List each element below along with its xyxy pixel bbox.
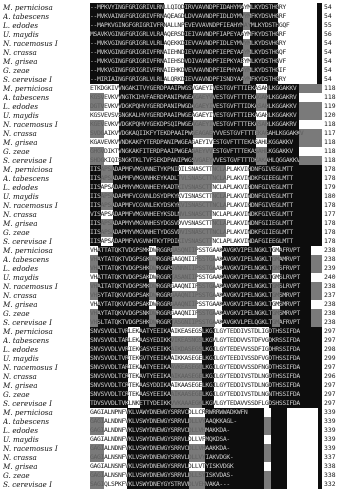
sequence-text: VHAYTATQKTVDGPSGKDWRGGRGAGQNIIPSSTGAAKAVGKVIPELNGKLTGMAMRVPT [90, 255, 300, 263]
alignment-row [0, 120, 360, 129]
residue-count: 118 [324, 84, 336, 92]
alignment-row [0, 471, 360, 480]
residue-count: 56 [324, 30, 332, 38]
sequence-text: GHGVDIKTVNGKAKFITERDPAAIPWGEAGAEYVVESTGVFTTTEKASAHLKGGAKKV [90, 147, 293, 155]
species-name: S. cerevisae I [3, 237, 52, 246]
alignment-row [0, 264, 360, 273]
species-name: U. maydis [3, 354, 39, 363]
alignment-row [0, 174, 360, 183]
alignment-row [0, 3, 360, 12]
sequence-text: SNVSVVDLTVRLEKAATYEEIKAAIKEASEGSLKGILGYTEDDIVSTDLIGDTHSSIFDA [90, 327, 300, 335]
species-name: M. perniciosa [3, 246, 53, 255]
alignment-row [0, 75, 360, 84]
alignment-row [0, 408, 360, 417]
sequence-text: VHSLTATQKTVDGPSHKDWRGGRTASGNIIPSSTGAAKAVGKVLPELQGKLTGMAFRVPT [90, 318, 300, 326]
alignment-row [0, 345, 360, 354]
species-name: M. perniciosa [3, 408, 53, 417]
alignment-block [0, 3, 360, 84]
residue-count: 240 [324, 273, 336, 281]
residue-count: 238 [324, 300, 336, 308]
residue-count: 120 [324, 111, 336, 119]
species-name: M. perniciosa [3, 3, 53, 12]
residue-count: 54 [324, 48, 332, 56]
sequence-text: --MIRIAINGFGRIGRLVLRLALQRKDIEVVAVNDPFISNDYAAYMFKYDSTHGRY [90, 75, 286, 83]
species-name: G. zeae [3, 471, 30, 480]
sequence-text: KGSVEVKVVNGTKIHVFAERDPANIPWGEAGAEYVVESTGVFTTTEKAGAHLKGGAKRV [90, 93, 297, 101]
alignment-row [0, 147, 360, 156]
species-name: M. grisea [3, 57, 38, 66]
alignment-block [0, 327, 360, 408]
sequence-text: GAGIALNDNFVKLVSWYDNEWGYSRRVLDLLVFMQKDSA- [90, 435, 230, 443]
sequence-text: SNVSVVDLTARIEKAATYEEIKAAVKEASEGGLKGILGYTEDDVVSSDFNGDTHSSIFDA [90, 363, 300, 371]
residue-count: 178 [324, 165, 336, 173]
sequence-text: VHAITATQKTVDGPSMKDWRGGRGAAQNIIPSSTGAAKAVGKVIPELNGKLTGMSLRVPT [90, 282, 300, 290]
species-name: L. edodes [3, 264, 39, 273]
alignment-block [0, 84, 360, 165]
alignment-row [0, 426, 360, 435]
alignment-row [0, 435, 360, 444]
sequence-text: SNVSVVDLTCRTEKAASYEEIKAAIKAASEGELKGILGYTEDDIVSTDLNGNTHSSIFDA [90, 390, 300, 398]
sequence-text: IISAPSADAPMYVMGVNHETYDGSVDVISNASCTTNCLAPLAKVINDKFGIIEGLMTT [90, 228, 293, 236]
species-name: A. tabescens [3, 417, 50, 426]
sequence-text: GAGIALNDNFVKLVSWYDNEWGYSRRVCDLLVHAAKKDA- [90, 444, 230, 452]
sequence-text: GAGIALNSNFVKLVSWYDNEWGYSRRVLDLLSYISKVDAS- [90, 471, 234, 479]
species-name: S. cerevisae I [3, 156, 52, 165]
residue-count: 118 [324, 156, 336, 164]
sequence-text: GAGIALNDNFVKLVSWYDNEWGYSRRVCDLLVHMAKKDA- [90, 426, 230, 434]
residue-count: 238 [324, 246, 336, 254]
alignment-row [0, 84, 360, 93]
residue-count: 338 [324, 462, 336, 470]
alignment-row [0, 363, 360, 372]
species-name: N. crassa [3, 453, 37, 462]
sequence-text: --MAPKVGINGFGRIGRIVFRNALLNPEVEVVAVNDPFIEAHYMAYMLKYDSTHGQF [90, 21, 290, 29]
alignment-row [0, 111, 360, 120]
species-name: U. maydis [3, 435, 39, 444]
residue-count: 238 [324, 309, 336, 317]
residue-count: 55 [324, 21, 332, 29]
sequence-text: --MVKVGINGFGRIGRIVFRNAIEHSDVDIVAVNDPFIEPKYAEYMLKYDSTHGVF [90, 57, 286, 65]
sequence-text: SAGIQLSPKFVKLVSWYDNEYGYSTRVVDLVEHVAKA--- [90, 480, 230, 488]
species-name: N. crassa [3, 210, 37, 219]
species-name: A. tabescens [3, 93, 50, 102]
residue-count: 177 [324, 210, 336, 218]
sequence-text: ETKDGKIVVNGAKITVYGERDPAAIPWGSVGAEYIVESTGVFTTIEKASAHLKGGAKKV [90, 84, 297, 92]
alignment-row [0, 246, 360, 255]
species-name: G. zeae [3, 309, 30, 318]
species-name: N. racemosus I [3, 201, 58, 210]
residue-count: 178 [324, 201, 336, 209]
residue-count: 54 [324, 12, 332, 20]
residue-count: 297 [324, 399, 336, 407]
species-name: M. grisea [3, 300, 38, 309]
sequence-text: GAGIALNPNFVKLVAWYDNEWGYSRRVCDLLCRRWRRWWADKWFN [90, 408, 248, 416]
residue-count: 332 [324, 480, 336, 488]
residue-count: 178 [324, 228, 336, 236]
species-name: S. cerevisae I [3, 75, 52, 84]
species-name: L. edodes [3, 345, 39, 354]
residue-count: 339 [324, 435, 336, 443]
sequence-text: KGAVEVKVVNDKAKFYTERDPANIPWGEAGAEYIVESTGVFTTTEKASAHLKGGAKKV [90, 138, 293, 146]
species-name: N. racemosus I [3, 282, 58, 291]
sequence-text: SHDGKIQISNGKTKLTVFSEKDPANIPWGSVGAEYVVESTGVFTTTDKAKAHLQGGAKKV [90, 156, 300, 164]
residue-count: 297 [324, 390, 336, 398]
alignment-row [0, 417, 360, 426]
residue-count: 297 [324, 327, 336, 335]
sequence-text: VISAPSADAPMFVMGVNHEEYKSDLNVLSNASCTTNCLAPLAKVINDKFGIVEGLMTT [90, 210, 293, 218]
species-name: N. crassa [3, 48, 37, 57]
alignment-row [0, 327, 360, 336]
alignment-row [0, 336, 360, 345]
alignment-row [0, 309, 360, 318]
residue-count: 118 [324, 138, 336, 146]
species-name: M. perniciosa [3, 84, 53, 93]
residue-count: 180 [324, 192, 336, 200]
residue-count: 54 [324, 57, 332, 65]
sequence-text: IISAPSADAPMFVCGVNLDSYDPKYKVISNASCTTNCLAPLAKVINDNFGIVEGLMTT [90, 192, 293, 200]
species-name: L. edodes [3, 102, 39, 111]
alignment-row [0, 201, 360, 210]
residue-count: 179 [324, 183, 336, 191]
sequence-text: MSAVKVGINGFGRIGRLVLRAAQERSDIEIVAVNDPFIAPEYAAYMFKYDSTHGRF [90, 30, 286, 38]
alignment-row [0, 57, 360, 66]
alignment-row [0, 165, 360, 174]
species-name: N. racemosus I [3, 363, 58, 372]
sequence-text: IISAPSADAPMFVMGVNHKEYKADLTVLSNASCTTNCLAPLAKVINDKFGIEEGLMTT [90, 174, 293, 182]
residue-count: 339 [324, 426, 336, 434]
residue-count: 54 [324, 3, 332, 11]
sequence-text: VHATTATQKTVDGPSMKDWRGGRGASQNIIPSSTGAAKAVGKVIPELNGKLTGMAFRVPT [90, 246, 300, 254]
alignment-row [0, 183, 360, 192]
residue-count: 54 [324, 75, 332, 83]
sequence-text: TDVSVVDLTVKLNKETTYDEIKKVVKAAAEGKLKGVLGYTEDAVVSSDFLGDSHSSIFDA [90, 399, 300, 407]
sequence-text: VHSYTATQKVVDGPSAKDWRGGRGAAQNIIPSSTGAAKAVGKVIPELNGKLTGMSMRVPT [90, 291, 300, 299]
residue-count: 178 [324, 174, 336, 182]
sequence-text: --MPKVYINGFGRIGRIVLRNLLQIQDIRVVAVNDPFIDAHYMAYMLKYDSTHGRY [90, 3, 286, 11]
species-name: U. maydis [3, 192, 39, 201]
sequence-text: GAGIALNSNFVKLVSWYDNEWGYSRRVLDLLVTYISKVDGK [90, 462, 234, 470]
species-name: S. cerevisae I [3, 480, 52, 489]
sequence-text: GAGIALNSNFVKLVSWYDNEWGYSRRVLDLLVYIAKVDGK- [90, 453, 234, 461]
species-name: G. zeae [3, 66, 30, 75]
sequence-text: --MVKVGINGFGRIGRIVFRNAIEHNDIEVVAVNDPFIEPEYAAYMLKYDSTHGQF [90, 48, 286, 56]
residue-count: 297 [324, 336, 336, 344]
alignment-row [0, 219, 360, 228]
species-name: L. edodes [3, 426, 39, 435]
sequence-text: SNVSVVDLVVRIEKGASYEEIKKAIKDASEGSLKGILGYTEDEVVSSDFIGDHRSSIFDA [90, 345, 300, 353]
alignment-row [0, 399, 360, 408]
sequence-text: VHATTATQKTVDGPSHKDWRGGRSVNNNIIPSSTGAAKAVGKVIPELNGKLTGMSFRVPT [90, 264, 300, 272]
alignment-row [0, 354, 360, 363]
species-name: N. crassa [3, 372, 37, 381]
residue-count: 297 [324, 381, 336, 389]
alignment-block [0, 246, 360, 327]
residue-count: 297 [324, 363, 336, 371]
alignment-row [0, 39, 360, 48]
sequence-text: --MVKVAINGFGRIGRIVFRNAQEAGDLDVVAVNDPFIDLDYMVYMFKYDSVHGRF [90, 12, 286, 20]
species-name: A. tabescens [3, 12, 50, 21]
species-name: M. grisea [3, 138, 38, 147]
species-name: A. tabescens [3, 255, 50, 264]
species-name: S. cerevisae I [3, 318, 52, 327]
sequence-text: KGEVEVKVVDGKPQHVYGEKDPSQIPWGEAGAEYIVESTGVFTTTEKASAHLKGGAKRV [90, 120, 297, 128]
sequence-text: KGSVEVSVSNGKALHVYGERDPAAIPWGEAGAEYIVESTGVFTTIEKAGAHLKGGAKKV [90, 111, 297, 119]
alignment-row [0, 48, 360, 57]
alignment-row [0, 462, 360, 471]
alignment-row [0, 12, 360, 21]
alignment-block [0, 408, 360, 489]
residue-count: 119 [324, 102, 336, 110]
species-name: G. zeae [3, 147, 30, 156]
species-name: S. cerevisae I [3, 399, 52, 408]
species-name: U. maydis [3, 111, 39, 120]
residue-count: 237 [324, 291, 336, 299]
sequence-text: IISAPSADAPMYVMGVNHESYDGSVDVVSNASCTTNCLAPLAKVINDNFGIIEGLMTT [90, 219, 293, 227]
species-name: N. crassa [3, 129, 37, 138]
sequence-text: VHAYTATQKVVDGPSNKDWRGGRGAAQNIIPSSTGAAKAVGKVIPELNGKLTGMSMRVPT [90, 309, 300, 317]
residue-count: 118 [324, 120, 336, 128]
sequence-text: IISAPSADAPMFVCGVNLEKYDSKYKVISNASCTTNCLAPLAKVIHDNFGIVEGLMTT [90, 201, 293, 209]
sequence-text: VHAYTATQKVVDGPSAKDWRGGRGAAQNIIPSSTGAAKAVGKVIPELNGKLTGMSMRVPT [90, 300, 300, 308]
sequence-text: SNVSVVDLTARLEKAASYEDIKKVIKEASNGSLKGVLGYTEDDVVSTDFVGDKRSSIFDA [90, 336, 300, 344]
species-name: N. racemosus I [3, 444, 58, 453]
species-name: G. zeae [3, 228, 30, 237]
alignment-row [0, 66, 360, 75]
species-name: A. tabescens [3, 336, 50, 345]
alignment-row [0, 381, 360, 390]
alignment-row [0, 210, 360, 219]
alignment-row [0, 192, 360, 201]
alignment-row [0, 30, 360, 39]
alignment-row [0, 318, 360, 327]
alignment-row [0, 21, 360, 30]
species-name: L. edodes [3, 183, 39, 192]
residue-count: 54 [324, 39, 332, 47]
alignment-row [0, 138, 360, 147]
sequence-text: IISAPSADAPMFVVGVNHTKYTPDIKIVSNASCTTNCLAPLAKVINDAFGIEEGLMTT [90, 237, 293, 245]
residue-count: 296 [324, 372, 336, 380]
species-name: N. crassa [3, 291, 37, 300]
sequence-text: SVDGAIKVVDGKAQIIKFYTEKDPAAIPWGEAGAEYVVESTGVFTTTEKAGAHLKGGAKKV [90, 129, 304, 137]
species-name: M. grisea [3, 462, 38, 471]
alignment-row [0, 291, 360, 300]
sequence-text: SNVSVVDLTCRTEKAASYDDIKAAIKAASEGELKGILGYTEDDIVSTDLNGDTHSSIFDA [90, 381, 300, 389]
residue-count: 54 [324, 66, 332, 74]
residue-count: 298 [324, 345, 336, 353]
alignment-row [0, 273, 360, 282]
sequence-text: DGTVEVKVVDGKPQHVYGERDPANIPWGDAGAEYIVESTGVFTTIDKASAHLKGGAKKV [90, 102, 297, 110]
sequence-text: VHATTATQKTVDGPSAKDWRGGRTASANIIPSSTGAAKAVGKVIPELNGKLTGMSLRVPT [90, 273, 300, 281]
alignment-row [0, 282, 360, 291]
species-name: U. maydis [3, 30, 39, 39]
residue-count: 299 [324, 354, 336, 362]
alignment-row [0, 102, 360, 111]
residue-count: 118 [324, 93, 336, 101]
sequence-text: --MVKVGINGFGRIGRIVFRNAIEHKDVEVVAVNDPFIEPHYAAYMLKYDSTHGIF [90, 66, 286, 74]
sequence-text: IISAPSADAPMFVMGVNNETYKPNIDILSNASCTTNCLAPLAKVIHDNFGIVEGLMTT [90, 165, 293, 173]
residue-count: 339 [324, 417, 336, 425]
residue-count: 118 [324, 147, 336, 155]
alignment-row [0, 93, 360, 102]
residue-count: 238 [324, 255, 336, 263]
sequence-text: GAGIALNDNFVKLVSWYDNEWGYSRRVLDLLVYAAQKKAGL- [90, 417, 237, 425]
residue-count: 178 [324, 237, 336, 245]
alignment-row [0, 129, 360, 138]
species-name: M. grisea [3, 381, 38, 390]
sequence-text: IISAPSADAPMYVMGVNHEEYKADTKIVSNASCTTNCLAPLAKVIHDNFGIVEGLMTT [90, 183, 293, 191]
residue-count: 339 [324, 408, 336, 416]
alignment-row [0, 453, 360, 462]
species-name: N. racemosus I [3, 120, 58, 129]
species-name: M. perniciosa [3, 327, 53, 336]
residue-count: 339 [324, 444, 336, 452]
residue-count: 239 [324, 264, 336, 272]
alignment-row [0, 255, 360, 264]
species-name: G. zeae [3, 390, 30, 399]
alignment-row [0, 372, 360, 381]
species-name: L. edodes [3, 21, 39, 30]
residue-count: 238 [324, 318, 336, 326]
sequence-text: SNVSVVDLTCRTEKAVTYEEIKAAIKAASEGELKGILGYTEDDIVSTDLNGDTHSSIFDA [90, 372, 300, 380]
residue-count: 238 [324, 282, 336, 290]
alignment-row [0, 237, 360, 246]
species-name: U. maydis [3, 273, 39, 282]
alignment-row [0, 444, 360, 453]
species-name: M. grisea [3, 219, 38, 228]
alignment-block [0, 165, 360, 246]
species-name: A. tabescens [3, 174, 50, 183]
alignment-row [0, 390, 360, 399]
alignment-row [0, 156, 360, 165]
sequence-text: SNVSVVDLTVRTEKGVTYEEIKAAIKKASEGELKGILGYTEEDIVSSDFVGDTHSSIFDA [90, 354, 300, 362]
species-name: N. racemosus I [3, 39, 58, 48]
residue-count: 338 [324, 471, 336, 479]
sequence-text: --MVKVGINGFGRIGRLVLRLAQEKKDIEVVAVNDPFIDLEYMVYMLKYDSVHGRY [90, 39, 286, 47]
residue-count: 117 [324, 129, 336, 137]
species-name: M. perniciosa [3, 165, 53, 174]
alignment-row [0, 300, 360, 309]
residue-count: 178 [324, 219, 336, 227]
alignment-row [0, 228, 360, 237]
alignment-row [0, 480, 360, 489]
residue-count: 337 [324, 453, 336, 461]
